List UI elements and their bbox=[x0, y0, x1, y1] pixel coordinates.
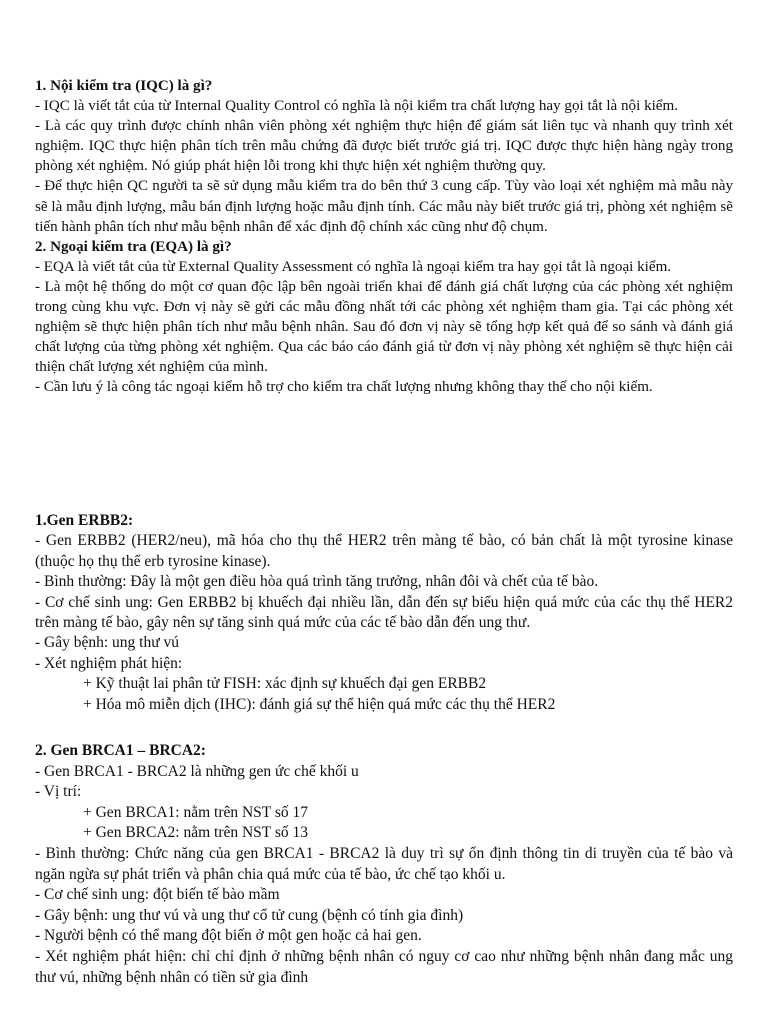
section-gene-erbb2 bbox=[35, 511, 733, 715]
heading-brca: 2. Gen BRCA1 – BRCA2: bbox=[35, 742, 206, 759]
paragraph-brca-carriers: - Người bệnh có thể mang đột biến ở một gen hoặc cả hai gen. bbox=[35, 927, 422, 945]
paragraph-eqa-definition: - EQA là viết tắt của từ External Quality Assessment có nghĩa là ngoại kiểm tra hay gọi tắt là ngoại kiểm. bbox=[35, 258, 672, 275]
section-iqc-eqa bbox=[35, 76, 733, 398]
paragraph-brca-disease: - Gây bệnh: ung thư vú và ung thư cổ tử cung (bệnh có tính gia đình) bbox=[35, 906, 464, 924]
paragraph-brca-mechanism: - Cơ chế sinh ung: đột biến tế bào mầm bbox=[35, 886, 280, 904]
list-item-brca1: + Gen BRCA1: nằm trên NST số 17 bbox=[83, 803, 309, 821]
paragraph-erbb2-mechanism: - Cơ chế sinh ung: Gen ERBB2 bị khuếch đại nhiều lần, dẫn đến sự biểu hiện quá mức của các thụ thể HER2 trên màng tế bào, gây nên sự tăng sinh quá mức của các tế bào dẫn đến ung thư. bbox=[35, 593, 733, 632]
paragraph-iqc-process: - Là các quy trình được chính nhân viên phòng xét nghiệm thực hiện để giám sát liên tục và nhanh quy trình xét nghiệm. IQC thực hiện phân tích trên mẫu chứng đã được biết trước giá trị. IQC được thực hiện hàng ngày trong phòng xét nghiệm. Nó giúp phát hiện lỗi trong khi thực hiện xét nghiệm thường quy. bbox=[35, 118, 733, 175]
paragraph-brca-location: - Vị trí: bbox=[35, 783, 82, 801]
paragraph-erbb2-encoding: - Gen ERBB2 (HER2/neu), mã hóa cho thụ thể HER2 trên màng tế bào, có bản chất là một tyrosine kinase (thuộc họ thụ thể erb tyrosine kinase). bbox=[35, 532, 733, 570]
heading-eqa: 2. Ngoại kiểm tra (EQA) là gì? bbox=[35, 238, 232, 255]
list-item-brca2: + Gen BRCA2: nằm trên NST số 13 bbox=[83, 824, 309, 842]
paragraph-erbb2-normal: - Bình thường: Đây là một gen điều hòa quá trình tăng trưởng, nhân đôi và chết của tế bào. bbox=[35, 573, 599, 591]
paragraph-brca-definition: - Gen BRCA1 - BRCA2 là những gen ức chế khối u bbox=[35, 762, 359, 780]
paragraph-iqc-samples: - Để thực hiện QC người ta sẽ sử dụng mẫu kiểm tra do bên thứ 3 cung cấp. Tùy vào loại xét nghiệm mà mẫu này sẽ là mẫu định lượng, mẫu bán định lượng hoặc mẫu định tính. Các mẫu này biết trước giá trị, phòng xét nghiệm sẽ tiến hành phân tích như mẫu bệnh nhân để xác định độ chính xác cũng như độ chụm. bbox=[35, 178, 733, 235]
heading-iqc: 1. Nội kiểm tra (IQC) là gì? bbox=[35, 78, 213, 94]
paragraph-brca-normal: - Bình thường: Chức năng của gen BRCA1 - BRCA2 là duy trì sự ổn định thông tin di truyền của tế bào và ngăn ngừa sự phát triển và phân chia quá mức của tế bào, ức chế tạo khối u. bbox=[35, 844, 733, 883]
list-item-ihc: + Hóa mô miễn dịch (IHC): đánh giá sự thể hiện quá mức các thụ thể HER2 bbox=[83, 695, 556, 713]
paragraph-eqa-note: - Cần lưu ý là công tác ngoại kiểm hỗ trợ cho kiểm tra chất lượng nhưng không thay thế cho nội kiểm. bbox=[35, 379, 653, 396]
list-item-fish: + Kỹ thuật lai phân tử FISH: xác định sự khuếch đại gen ERBB2 bbox=[83, 675, 487, 693]
paragraph-erbb2-tests: - Xét nghiệm phát hiện: bbox=[35, 654, 183, 672]
heading-erbb2: 1.Gen ERBB2: bbox=[35, 512, 134, 529]
paragraph-eqa-system: - Là một hệ thống do một cơ quan độc lập bên ngoài triển khai để đánh giá chất lượng của các phòng xét nghiệm trong cùng khu vực. Đơn vị này sẽ gửi các mẫu đồng nhất tới các phòng xét nghiệm tham gia. Tại các phòng xét nghiệm sẽ thực hiện phân tích như mẫu bệnh nhân. Sau đó đơn vị này sẽ tổng hợp kết quả để so sánh và đánh giá chất lượng của từng phòng xét nghiệm. Qua các báo cáo đánh giá từ đơn vị này phòng xét nghiệm sẽ thực hiện cải thiện chất lượng xét nghiệm của mình. bbox=[35, 278, 733, 376]
paragraph-iqc-definition: - IQC là viết tắt của từ Internal Quality Control có nghĩa là nội kiểm tra chất lượng hay gọi tắt là nội kiểm. bbox=[35, 98, 679, 115]
section-gene-brca bbox=[35, 741, 733, 988]
paragraph-brca-tests: - Xét nghiệm phát hiện: chỉ chỉ định ở những bệnh nhân có nguy cơ cao như những bệnh nhân đang mắc ung thư vú, những bệnh nhân có tiền sử gia đình bbox=[35, 947, 733, 986]
paragraph-erbb2-disease: - Gây bệnh: ung thư vú bbox=[35, 634, 180, 652]
